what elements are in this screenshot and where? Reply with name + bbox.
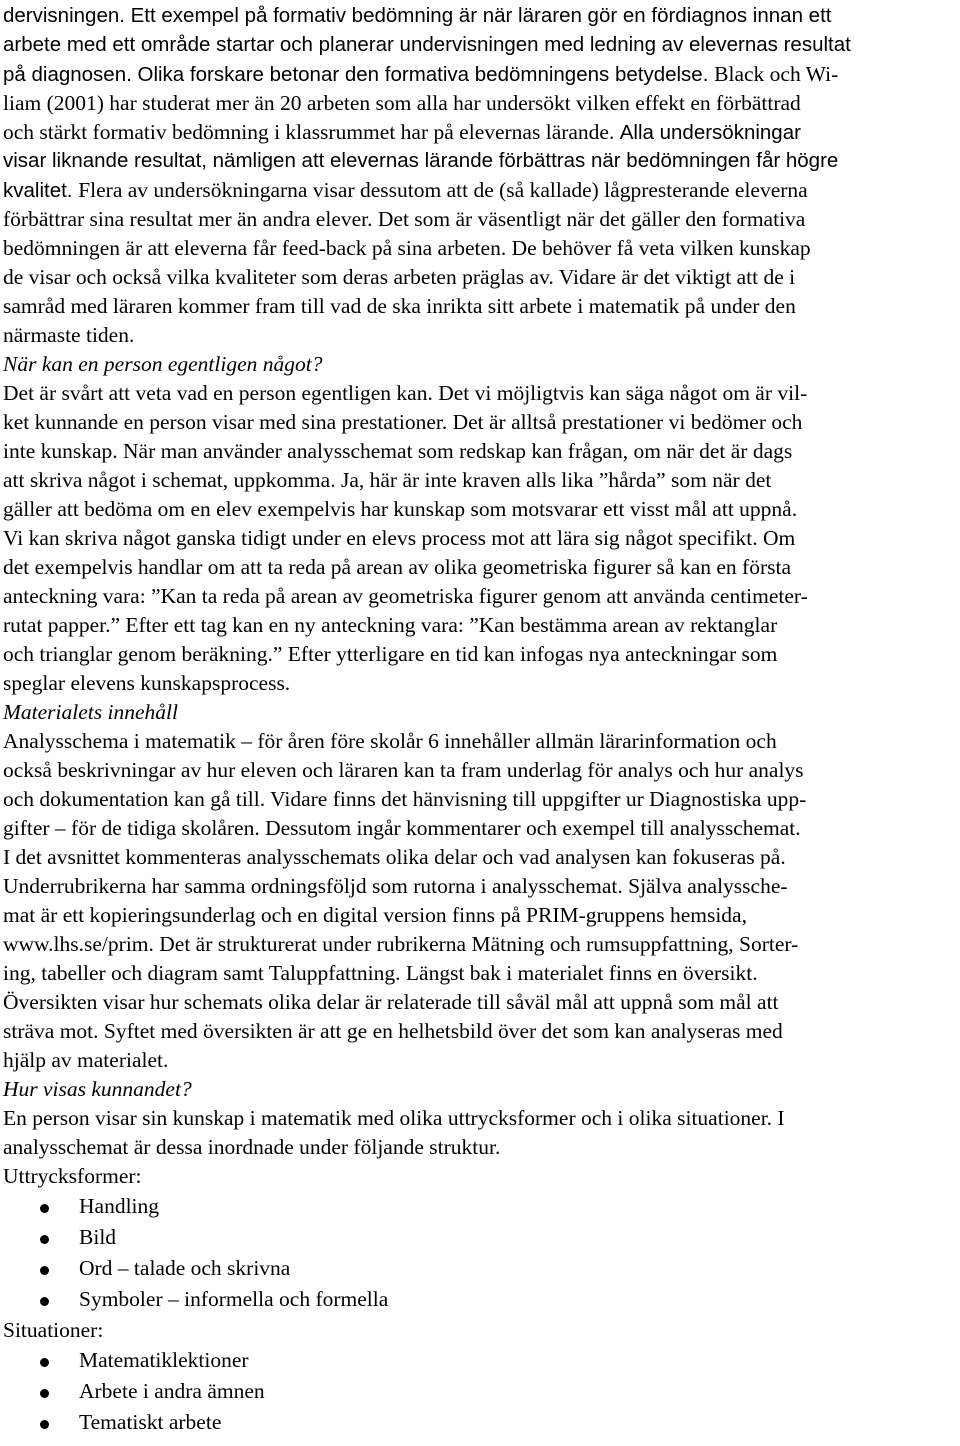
text-line: närmaste tiden.: [3, 323, 135, 347]
text-line: inte kunskap. När man använder analysschemat som redskap kan frågan, om när det är dags: [3, 439, 793, 463]
text-segment: Alla undersökningar: [619, 121, 801, 144]
list-item: Ord – talade och skrivna: [79, 1256, 291, 1280]
bullet-icon: [40, 1420, 49, 1429]
list-item: Handling: [79, 1194, 160, 1218]
section-heading: När kan en person egentligen något?: [3, 352, 323, 376]
text-line: sträva mot. Syftet med översikten är att ge en helhetsbild över det som kan analyseras med: [3, 1019, 783, 1043]
text-line: Det är svårt att veta vad en person egentligen kan. Det vi möjligtvis kan säga något om är vil-: [3, 381, 808, 405]
text-line: [3, 64, 838, 86]
list-label: Uttrycksformer:: [3, 1164, 142, 1188]
section-heading: Materialets innehåll: [3, 700, 178, 724]
text-line: och trianglar genom beräkning.” Efter ytterligare en tid kan infogas nya anteckningar som: [3, 642, 778, 666]
text-line: och dokumentation kan gå till. Vidare finns det hänvisning till uppgifter ur Diagnostiska upp-: [3, 787, 807, 811]
text-line: bedömningen är att eleverna får feed-back på sina arbeten. De behöver få veta vilken kunskap: [3, 236, 811, 260]
bullet-icon: [40, 1297, 49, 1306]
text-line: arbete med ett område startar och planerar undervisningen med ledning av elevernas resultat: [3, 33, 851, 56]
text-line: mat är ett kopieringsunderlag och en digital version finns på PRIM-gruppens hemsida,: [3, 903, 747, 927]
bullet-icon: [40, 1266, 49, 1275]
list-item: Arbete i andra ämnen: [79, 1379, 265, 1403]
text-line: [3, 122, 801, 144]
list-item: Tematiskt arbete: [79, 1410, 222, 1434]
text-line: Vi kan skriva något ganska tidigt under en elevs process mot att lära sig något specifikt. Om: [3, 526, 796, 550]
text-line: anteckning vara: ”Kan ta reda på arean av geometriska figurer genom att använda centimeter-: [3, 584, 808, 608]
text-line: rutat papper.” Efter ett tag kan en ny anteckning vara: ”Kan bestämma arean av rektanglar: [3, 613, 778, 637]
text-segment: Flera av undersökningarna visar dessutom att de (så kallade) lågpresterande eleverna: [78, 178, 808, 202]
list-item: Symboler – informella och formella: [79, 1287, 389, 1311]
bullet-icon: [40, 1358, 49, 1367]
text-line: ket kunnande en person visar med sina prestationer. Det är alltså prestationer vi bedömer och: [3, 410, 803, 434]
text-line: gifter – för de tidiga skolåren. Dessutom ingår kommentarer och exempel till analysschemat.: [3, 816, 801, 840]
text-line: också beskrivningar av hur eleven och läraren kan ta fram underlag för analys och hur analys: [3, 758, 804, 782]
text-line: samråd med läraren kommer fram till vad de ska inrikta sitt arbete i matematik på under den: [3, 294, 796, 318]
text-line: www.lhs.se/prim. Det är strukturerat under rubrikerna Mätning och rumsuppfattning, Sorter-: [3, 932, 799, 956]
text-line: gäller att bedöma om en elev exempelvis har kunskap som motsvarar ett visst mål att uppnå.: [3, 497, 798, 521]
list-item: Matematiklektioner: [79, 1348, 249, 1372]
text-line: Översikten visar hur schemats olika delar är relaterade till såväl mål att uppnå som mål att: [3, 990, 779, 1014]
text-line: En person visar sin kunskap i matematik med olika uttrycksformer och i olika situationer. I: [3, 1106, 785, 1130]
text-line: I det avsnittet kommenteras analysschemats olika delar och vad analysen kan fokuseras på.: [3, 845, 786, 869]
text-segment: Black och Wi-: [714, 62, 839, 86]
text-line: dervisningen. Ett exempel på formativ bedömning är när läraren gör en fördiagnos innan ett: [3, 4, 832, 27]
text-line: speglar elevens kunskapsprocess.: [3, 671, 291, 695]
text-segment: kvalitet.: [3, 179, 73, 202]
section-heading: Hur visas kunnandet?: [3, 1077, 192, 1101]
text-line: Underrubrikerna har samma ordningsföljd som rutorna i analysschemat. Själva analysschе-: [3, 874, 788, 898]
text-segment: och stärkt formativ bedömning i klassrummet har på elevernas lärande.: [3, 120, 615, 144]
bullet-icon: [40, 1389, 49, 1398]
bullet-icon: [40, 1204, 49, 1213]
list-item: Bild: [79, 1225, 117, 1249]
text-line: det exempelvis handlar om att ta reda på arean av olika geometriska figurer så kan en första: [3, 555, 792, 579]
text-line: analysschemat är dessa inordnade under följande struktur.: [3, 1135, 501, 1159]
text-segment: på diagnosen. Olika forskare betonar den formativa bedömningens betydelse.: [3, 63, 709, 86]
bullet-icon: [40, 1235, 49, 1244]
text-line: de visar och också vilka kvaliteter som deras arbeten präglas av. Vidare är det viktigt att de i: [3, 265, 796, 289]
text-line: Analysschema i matematik – för åren före skolår 6 innehåller allmän lärarinformation och: [3, 729, 777, 753]
text-line: hjälp av materialet.: [3, 1048, 169, 1072]
text-line: visar liknande resultat, nämligen att elevernas lärande förbättras när bedömningen får högre: [3, 149, 839, 172]
text-line: förbättrar sina resultat mer än andra elever. Det som är väsentligt när det gäller den formativa: [3, 207, 806, 231]
text-line: liam (2001) har studerat mer än 20 arbeten som alla har undersökt vilken effekt en förbättrad: [3, 91, 801, 115]
list-label: Situationer:: [3, 1318, 104, 1342]
text-line: att skriva något i schemat, uppkomma. Ja, här är inte kraven alls lika ”hårda” som när det: [3, 468, 772, 492]
text-line: [3, 180, 808, 202]
text-line: ing, tabeller och diagram samt Taluppfattning. Längst bak i materialet finns en översikt.: [3, 961, 758, 985]
